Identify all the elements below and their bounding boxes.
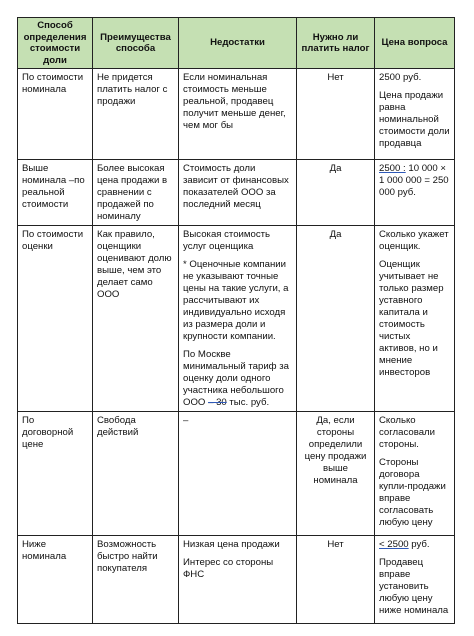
tariff-unit: тыс. руб. <box>226 397 270 408</box>
cell-price <box>375 69 455 160</box>
cell-text: Низкая цена продажи <box>183 539 280 550</box>
cell-text: Оценщик учитывает не только размер уставного капитала и стоимость чистых активов, но и мнение инвесторов <box>379 259 444 378</box>
header-disadvantages: Недостатки <box>179 18 297 69</box>
header-advantages: Преимущества способа <box>93 18 179 69</box>
cell-text: Если номинальная стоимость меньше реальной, продавец получит меньше денег, чем мог бы <box>183 72 286 131</box>
table-row <box>18 69 455 160</box>
cell-tax: Да, если стороны определили цену продажи выше номинала <box>297 412 375 536</box>
cell-tax: Да <box>297 160 375 226</box>
cell-disadvantages <box>179 536 297 624</box>
comparison-table <box>17 17 455 624</box>
price-formula-text: 10 000 × 1 000 000 = 250 000 руб. <box>379 163 449 198</box>
cell-text: Интерес со стороны ФНС <box>183 557 274 580</box>
cell-disadvantages <box>179 226 297 412</box>
table-row <box>18 160 455 226</box>
cell-text: 2500 руб. <box>379 72 422 83</box>
cell-text: – <box>183 415 189 426</box>
cell-text: Стоимость доли зависит от финансовых показателей ООО за последний месяц <box>183 163 289 210</box>
cell-text <box>379 539 450 551</box>
cell-price <box>375 226 455 412</box>
cell-text: Цена продажи равна номинальной стоимости доли продавца <box>379 90 450 149</box>
cell-advantages: Возможность быстро найти покупателя <box>93 536 179 624</box>
table-row <box>18 226 455 412</box>
cell-tax: Да <box>297 226 375 412</box>
cell-text: * Оценочные компании не указывают точные цены на такие услуги, а рассчитывают их индивидуально исходя из размера доли и крупности компании. <box>183 259 289 342</box>
cell-advantages: Как правило, оценщики оценивают долю выше, чем это делает само ООО <box>93 226 179 412</box>
price-formula-highlight: 2500 : <box>379 163 406 174</box>
cell-method: Выше номинала –по реальной стоимости <box>18 160 93 226</box>
cell-text: Сколько согласовали стороны. <box>379 415 435 450</box>
cell-tax: Нет <box>297 69 375 160</box>
cell-method: По договорной цене <box>18 412 93 536</box>
cell-tax: Нет <box>297 536 375 624</box>
cell-advantages: Свобода действий <box>93 412 179 536</box>
cell-advantages: Не придется платить налог с продажи <box>93 69 179 160</box>
cell-price <box>375 536 455 624</box>
header-row <box>18 18 455 69</box>
cell-method: По стоимости номинала <box>18 69 93 160</box>
header-tax: Нужно ли платить налог <box>297 18 375 69</box>
header-price: Цена вопроса <box>375 18 455 69</box>
cell-price <box>375 160 455 226</box>
table-row <box>18 536 455 624</box>
cell-method: По стоимости оценки <box>18 226 93 412</box>
cell-disadvantages <box>179 412 297 536</box>
table-row <box>18 412 455 536</box>
cell-price <box>375 412 455 536</box>
cell-text: Продавец вправе установить любую цену ниже номинала <box>379 557 449 616</box>
cell-text: Высокая стоимость услуг оценщика <box>183 229 271 252</box>
price-unit: руб. <box>408 539 430 550</box>
header-method: Способ определения стоимости доли <box>18 18 93 69</box>
cell-disadvantages <box>179 160 297 226</box>
cell-text <box>183 349 292 409</box>
cell-text: Стороны договора купли-продажи вправе согласовать любую цену <box>379 457 446 528</box>
cell-disadvantages <box>179 69 297 160</box>
cell-advantages: Более высокая цена продажи в сравнении с продажей по номиналу <box>93 160 179 226</box>
tariff-amount: – 30 <box>208 397 227 408</box>
cell-text: Сколько укажет оценщик. <box>379 229 449 252</box>
price-highlight: < 2500 <box>379 539 409 550</box>
cell-method: Ниже номинала <box>18 536 93 624</box>
tariff-text: По Москве минимальный тариф за оценку доли одного участника небольшого ООО <box>183 349 289 408</box>
